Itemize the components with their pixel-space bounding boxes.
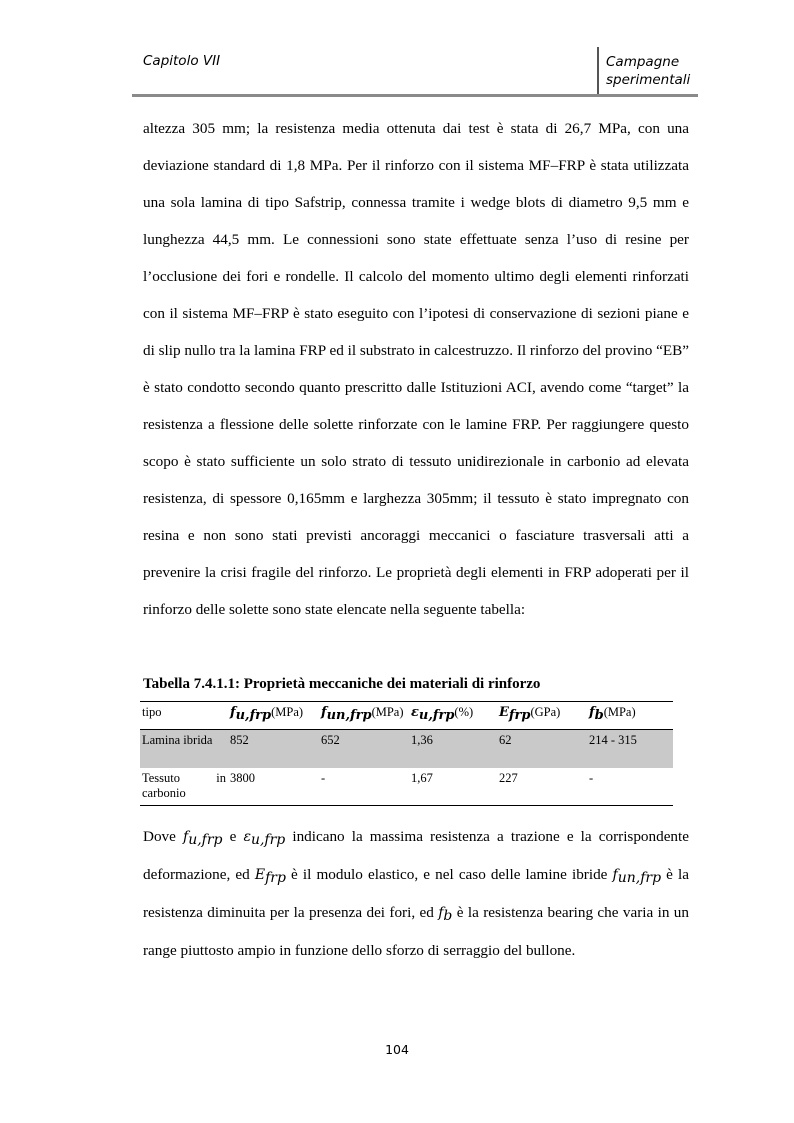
body-paragraph-2: Dove $f_{u,frp}$ e $\varepsilon_{u,frp}$ indicano la massima resistenza a trazione e la corrispondente deformazione, ed $E_{frp}$ è il modulo elastico, e nel caso delle lamine ibride $f_{un,frp}$ è la resistenza diminuita per la presenza dei fori, ed $f_b$ è la resistenza bearing che varia in un range piuttosto ampio in funzione dello sforzo di serraggio del bullone.	[143, 828, 689, 959]
cell-tipo: Tessuto in carbonio	[142, 770, 226, 800]
table-header-row	[140, 702, 673, 730]
cell-fu: 3800	[230, 770, 255, 785]
table-row	[140, 768, 673, 806]
header-fun: $f_{un,frp}(MPa)$	[321, 705, 404, 723]
cell-fb: -	[589, 770, 594, 785]
table-caption: Tabella 7.4.1.1: Proprietà meccaniche dei materiali di rinforzo	[143, 676, 541, 692]
header-fu: $f_{u,frp}(MPa)$	[230, 705, 304, 723]
cell-eu: 1,67	[411, 770, 433, 785]
header-eu: $\varepsilon_{u,frp}(\%)$	[411, 705, 474, 723]
cell-fun: -	[321, 770, 326, 785]
header-E: $E_{frp}(GPa)$	[499, 705, 561, 723]
section-title	[606, 53, 706, 89]
header-fb: $f_b(MPa)$	[589, 705, 636, 723]
cell-tipo: Lamina ibrida	[140, 730, 228, 768]
cell-eu: 1,36	[409, 730, 497, 768]
cell-fu: 852	[228, 730, 319, 768]
body-paragraph-1: altezza 305 mm; la resistenza media ottenuta dai test è stata di 26,7 MPa, con una deviazione standard di 1,8 MPa. Per il rinforzo con il sistema MF–FRP è stata utilizzata una sola lamina di tipo Safstrip, connessa tramite i wedge blots di diametro 9,5 mm e lunghezza 44,5 mm. Le connessioni sono state effettuate senza l’uso di resine per l’occlusione dei fori e rondelle. Il calcolo del momento ultimo degli elementi rinforzati con il sistema MF–FRP è stato eseguito con l’ipotesi di conservazione di sezioni piane e di slip nullo tra la lamina FRP ed il substrato in calcestruzzo. Il rinforzo del provino “EB” è stato condotto secondo quanto prescritto dalle Istituzioni ACI, avendo come “target” la resistenza a flessione delle solette rinforzate con le lamine FRP. Per raggiungere questo scopo è stato sufficiente un solo strato di tessuto unidirezionale in carbonio ad elevata resistenza, di spessore 0,165mm e larghezza 305mm; il tessuto è stato impregnato con resina e non sono stati previsti ancoraggi meccanici o fasciature trasversali atti a prevenire la crisi fragile del rinforzo. Le proprietà degli elementi in FRP adoperati per il rinforzo delle solette sono state elencate nella seguente tabella:	[143, 120, 689, 618]
header-tipo: tipo	[142, 705, 162, 719]
cell-E: 227	[499, 770, 518, 785]
chapter-title: Capitolo VII	[143, 53, 221, 69]
page-number: 104	[385, 1042, 409, 1057]
cell-fb: 214 - 315	[587, 730, 673, 768]
section-title-line1: Campagne	[606, 54, 680, 70]
table-row	[140, 730, 673, 768]
cell-E: 62	[497, 730, 587, 768]
header-rule	[132, 94, 698, 97]
cell-fun: 652	[319, 730, 409, 768]
header-divider	[597, 47, 599, 96]
properties-table	[140, 701, 673, 806]
section-title-line2: sperimentali	[606, 72, 691, 88]
